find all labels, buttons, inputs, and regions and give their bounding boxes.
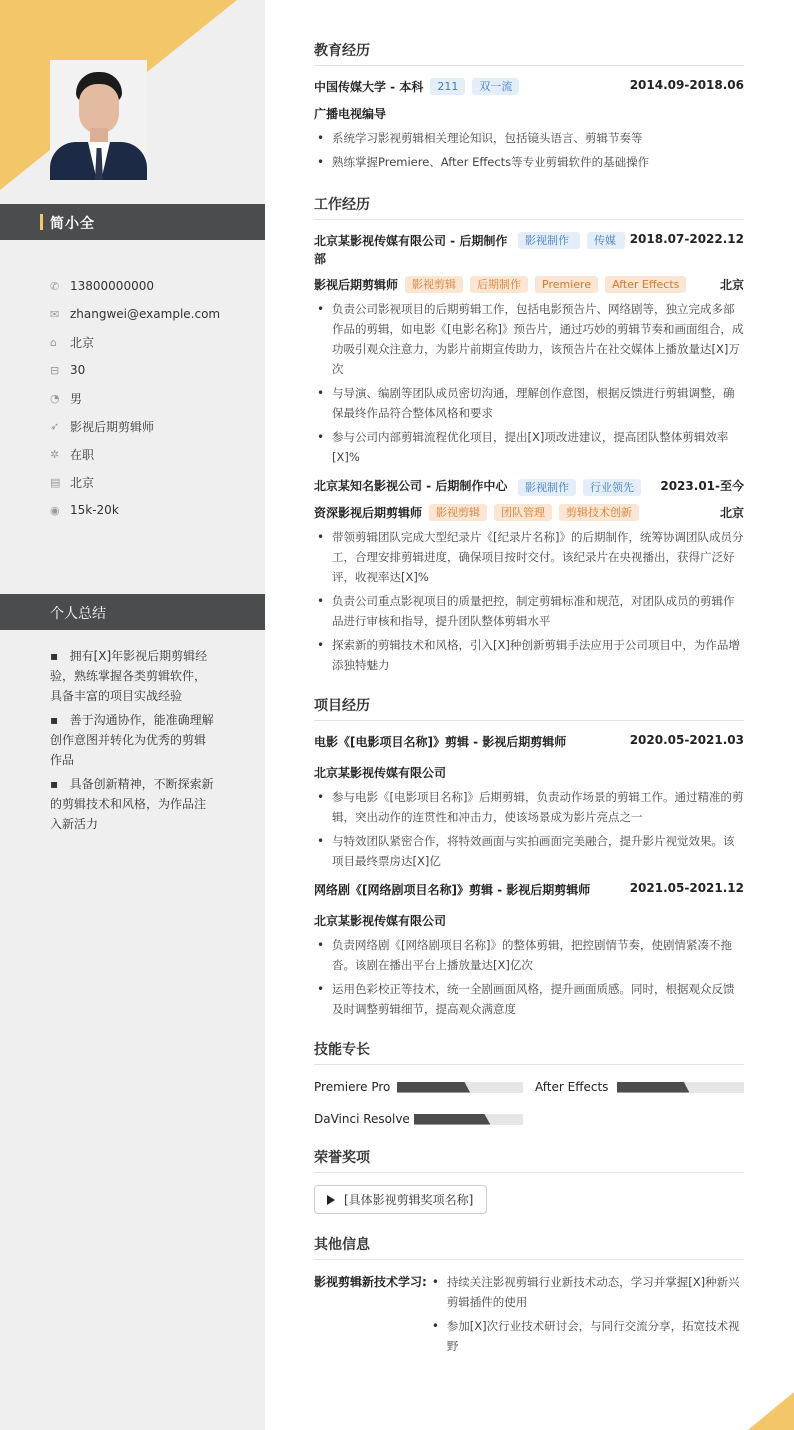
job-bullet: • 探索新的剪辑技术和风格，引入[X]种创新剪辑手法应用于公司项目中，为作品增添独特魅力 — [314, 635, 744, 675]
job-bullets — [314, 527, 744, 675]
info-text: 北京 — [70, 475, 95, 490]
skill-name: DaVinci Resolve — [314, 1112, 410, 1126]
job-tag: 影视制作 — [518, 479, 576, 496]
project-bullets — [314, 935, 744, 1019]
summary-title: 个人总结 — [50, 606, 106, 622]
other-bullets — [429, 1272, 744, 1360]
other-bullet: • 持续关注影视剪辑行业新技术动态，学习并掌握[X]种新兴剪辑插件的使用 — [429, 1272, 744, 1312]
job-entry — [314, 232, 744, 467]
summary-item: ▪ 善于沟通协作，能准确理解创作意图并转化为优秀的剪辑作品 — [50, 713, 214, 767]
section-title-other: 其他信息 — [314, 1234, 744, 1260]
salary-icon: ◉ — [50, 503, 60, 517]
info-text: 30 — [70, 363, 86, 377]
summary-header — [0, 594, 265, 630]
work-section — [314, 194, 744, 675]
education-bullets — [314, 128, 744, 172]
project-bullet: • 参与电影《[电影项目名称]》后期剪辑，负责动作场景的剪辑工作。通过精准的剪辑，突出动作的连贯性和冲击力，使该场景成为影片亮点之一 — [314, 787, 744, 827]
section-title-work: 工作经历 — [314, 194, 744, 220]
other-label: 影视剪辑新技术学习: — [314, 1275, 427, 1289]
projects-section — [314, 695, 744, 1019]
summary-item: ▪ 拥有[X]年影视后期剪辑经验，熟练掌握各类剪辑软件，具备丰富的项目实战经验 — [50, 649, 208, 703]
education-bullet: • 熟练掌握Premiere、After Effects等专业剪辑软件的基础操作 — [314, 152, 744, 172]
info-text: 影视后期剪辑师 — [70, 419, 155, 434]
project-company: 北京某影视传媒有限公司 — [314, 766, 447, 780]
job-bullet: • 与导演、编剧等团队成员密切沟通，理解创作意图，根据反馈进行剪辑调整，确保最终作品符合整体风格和要求 — [314, 383, 744, 423]
project-bullet: • 运用色彩校正等技术，统一全剧画面风格，提升画面质感。同时，根据观众反馈及时调整剪辑细节，提高观众满意度 — [314, 979, 744, 1019]
sidebar — [0, 0, 265, 1430]
school-tag: 双一流 — [472, 78, 519, 95]
summary-item: ▪ 具备创新精神，不断探索新的剪辑技术和风格，为作品注入新活力 — [50, 777, 214, 831]
job-tag: 影视制作 — [518, 232, 580, 249]
skill-tag: 团队管理 — [494, 504, 552, 521]
project-bullet: • 负责网络剧《[网络剧项目名称]》的整体剪辑，把控剧情节奏，使剧情紧凑不拖沓。该剧在播出平台上播放量达[X]亿次 — [314, 935, 744, 975]
job-date: 2018.07-2022.12 — [629, 232, 744, 246]
play-icon — [327, 1195, 335, 1205]
avatar — [50, 60, 147, 180]
section-title-awards: 荣誉奖项 — [314, 1147, 744, 1173]
skill-name: After Effects — [535, 1080, 609, 1094]
project-entry — [314, 733, 744, 871]
project-bullets — [314, 787, 744, 871]
job-entry — [314, 477, 744, 675]
target-job-icon: ➶ — [50, 419, 60, 433]
email-icon: ✉ — [50, 307, 60, 321]
skill-name: Premiere Pro — [314, 1080, 391, 1094]
other-section — [314, 1234, 744, 1360]
home-icon: ⌂ — [50, 335, 57, 349]
project-date: 2020.05-2021.03 — [629, 733, 744, 747]
skill-item — [535, 1077, 744, 1097]
city-icon: ▤ — [50, 475, 61, 489]
project-name: 电影《[电影项目名称]》剪辑 - 影视后期剪辑师 — [314, 735, 567, 749]
section-title-skills: 技能专长 — [314, 1039, 744, 1065]
skill-tag: After Effects — [605, 276, 686, 293]
info-location — [50, 328, 250, 356]
info-email — [50, 300, 250, 328]
info-target-job — [50, 412, 250, 440]
job-role: 影视后期剪辑师 — [314, 278, 399, 292]
skill-item — [314, 1109, 744, 1129]
job-bullets — [314, 299, 744, 467]
phone-icon: ✆ — [50, 279, 60, 293]
skill-tag: 后期制作 — [470, 276, 528, 293]
skill-tag: 影视剪辑 — [405, 276, 463, 293]
education-date: 2014.09-2018.06 — [629, 78, 744, 92]
age-icon: ⊟ — [50, 363, 60, 377]
awards-section — [314, 1147, 744, 1214]
skill-item — [314, 1077, 523, 1097]
skill-tag: 剪辑技术创新 — [559, 504, 639, 521]
job-role: 资深影视后期剪辑师 — [314, 506, 423, 520]
education-bullet: • 系统学习影视剪辑相关理论知识，包括镜头语言、剪辑节奏等 — [314, 128, 744, 148]
job-bullet: • 带领剪辑团队完成大型纪录片《[纪录片名称]》的后期制作，统筹协调团队成员分工，合理安排剪辑进度，确保项目按时交付。该纪录片在央视播出，获得广泛好评，收视率达[X]% — [314, 527, 744, 587]
education-section — [314, 40, 744, 172]
info-salary — [50, 496, 250, 524]
candidate-name: 简小全 — [50, 216, 95, 232]
job-bullet: • 负责公司影视项目的后期剪辑工作，包括电影预告片、网络剧等，独立完成多部作品的剪辑，如电影《[电影名称]》预告片，通过巧妙的剪辑节奏和画面组合，成功吸引观众注意力，为影片前期宣传助力，该预告片在社交媒体上播放量达[X]万次 — [314, 299, 744, 379]
skill-bar — [414, 1114, 523, 1125]
education-major: 广播电视编导 — [314, 107, 387, 121]
job-bullet: • 参与公司内部剪辑流程优化项目，提出[X]项改进建议，提高团队整体剪辑效率[X]% — [314, 427, 744, 467]
info-status — [50, 440, 250, 468]
project-name: 网络剧《[网络剧项目名称]》剪辑 - 影视后期剪辑师 — [314, 883, 591, 897]
skill-bar-fill — [397, 1082, 470, 1093]
skill-bar — [397, 1082, 523, 1093]
skill-tag: 影视剪辑 — [429, 504, 487, 521]
job-city: 北京 — [719, 506, 744, 520]
skill-bar-fill — [617, 1082, 689, 1093]
name-accent — [40, 214, 43, 230]
main-content — [314, 40, 744, 1360]
info-text: 13800000000 — [70, 279, 154, 293]
job-date: 2023.01-至今 — [660, 479, 744, 493]
school-tag: 211 — [430, 78, 465, 95]
info-phone — [50, 272, 250, 300]
job-bullet: • 负责公司重点影视项目的质量把控，制定剪辑标准和规范，对团队成员的剪辑作品进行审核和指导，提升团队整体剪辑水平 — [314, 591, 744, 631]
contact-info-list — [50, 272, 250, 524]
info-gender — [50, 384, 250, 412]
info-age — [50, 356, 250, 384]
summary-list — [50, 646, 215, 838]
job-city: 北京 — [719, 278, 744, 292]
info-text: zhangwei@example.com — [70, 307, 221, 321]
section-title-projects: 项目经历 — [314, 695, 744, 721]
skill-bar — [617, 1082, 744, 1093]
info-text: 15k-20k — [70, 503, 119, 517]
info-text: 男 — [70, 391, 83, 406]
project-date: 2021.05-2021.12 — [629, 881, 744, 895]
job-company: 北京某影视传媒有限公司 - 后期制作部 — [314, 234, 508, 266]
info-text: 在职 — [70, 447, 95, 462]
other-bullet: • 参加[X]次行业技术研讨会，与同行交流分享，拓宽技术视野 — [429, 1316, 744, 1356]
info-city — [50, 468, 250, 496]
project-company: 北京某影视传媒有限公司 — [314, 914, 447, 928]
skill-tag: Premiere — [535, 276, 598, 293]
corner-decoration-bottom — [748, 1392, 794, 1430]
job-tag: 传媒 — [587, 232, 625, 249]
project-entry — [314, 881, 744, 1019]
skill-bar-fill — [414, 1114, 490, 1125]
award-name: [具体影视剪辑奖项名称] — [344, 1193, 474, 1207]
award-item[interactable] — [314, 1185, 487, 1214]
school-name: 中国传媒大学 - 本科 — [314, 80, 424, 94]
skills-section — [314, 1039, 744, 1129]
job-company: 北京某知名影视公司 - 后期制作中心 — [314, 479, 508, 493]
job-tag: 行业领先 — [583, 479, 641, 496]
info-text: 北京 — [70, 335, 95, 350]
project-bullet: • 与特效团队紧密合作，将特效画面与实拍画面完美融合，提升影片视觉效果。该项目最终票房达[X]亿 — [314, 831, 744, 871]
section-title-education: 教育经历 — [314, 40, 744, 66]
gender-icon: ◔ — [50, 391, 60, 405]
status-icon: ✲ — [50, 447, 60, 461]
name-bar — [0, 204, 265, 240]
